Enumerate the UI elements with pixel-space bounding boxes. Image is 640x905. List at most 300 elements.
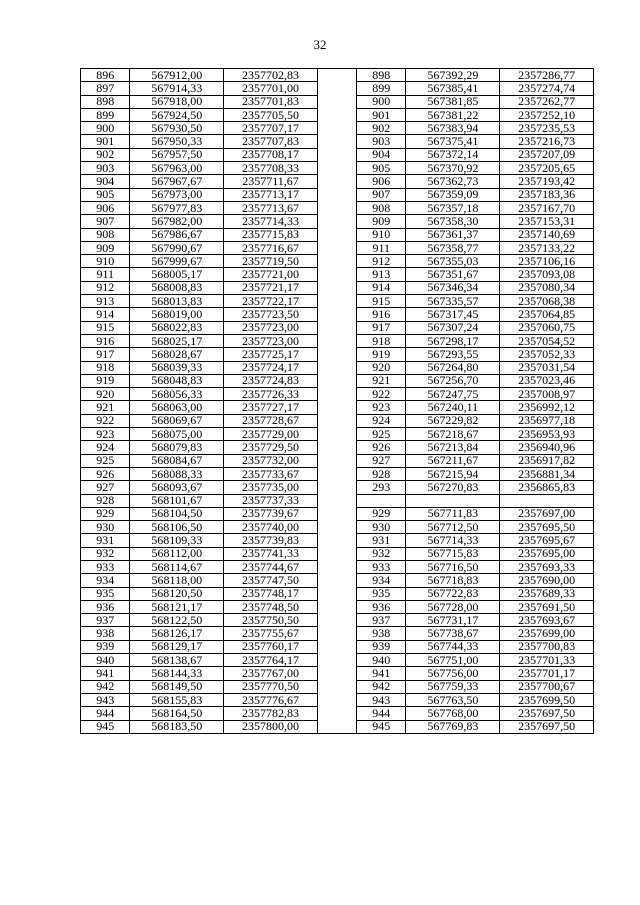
left-y-coordinate-cell: 2357770,50 <box>224 680 318 693</box>
right-y-coordinate-cell: 2356917,82 <box>500 454 594 467</box>
right-x-coordinate-cell: 567381,22 <box>406 108 500 121</box>
right-point-number-cell: 937 <box>357 614 406 627</box>
left-point-number-cell: 928 <box>81 494 130 507</box>
right-y-coordinate-cell: 2357262,77 <box>500 95 594 108</box>
left-y-coordinate-cell: 2357764,17 <box>224 654 318 667</box>
column-gap <box>317 654 356 667</box>
left-y-coordinate-cell: 2357724,83 <box>224 374 318 387</box>
left-y-coordinate-cell: 2357719,50 <box>224 255 318 268</box>
right-y-coordinate-cell: 2357068,38 <box>500 295 594 308</box>
column-gap <box>317 521 356 534</box>
right-y-coordinate-cell: 2357183,36 <box>500 188 594 201</box>
page-number: 32 <box>313 37 327 52</box>
right-y-coordinate-cell: 2357093,08 <box>500 268 594 281</box>
left-x-coordinate-cell: 567950,33 <box>130 135 224 148</box>
column-gap <box>317 215 356 228</box>
right-y-coordinate-cell: 2357207,09 <box>500 148 594 161</box>
table-row <box>81 640 594 653</box>
right-point-number-cell: 904 <box>357 148 406 161</box>
column-gap <box>317 693 356 706</box>
table-row <box>81 175 594 188</box>
table-row <box>81 600 594 613</box>
column-gap <box>317 441 356 454</box>
table-row <box>81 414 594 427</box>
right-y-coordinate-cell: 2357700,67 <box>500 680 594 693</box>
left-x-coordinate-cell: 568164,50 <box>130 707 224 720</box>
right-y-coordinate-cell: 2357064,85 <box>500 308 594 321</box>
left-x-coordinate-cell: 568144,33 <box>130 667 224 680</box>
left-x-coordinate-cell: 568063,00 <box>130 401 224 414</box>
right-x-coordinate-cell: 567293,55 <box>406 348 500 361</box>
left-point-number-cell: 938 <box>81 627 130 640</box>
left-y-coordinate-cell: 2357735,00 <box>224 481 318 494</box>
right-y-coordinate-cell: 2357193,42 <box>500 175 594 188</box>
left-y-coordinate-cell: 2357715,83 <box>224 228 318 241</box>
left-y-coordinate-cell: 2357748,17 <box>224 587 318 600</box>
left-x-coordinate-cell: 567986,67 <box>130 228 224 241</box>
column-gap <box>317 388 356 401</box>
left-x-coordinate-cell: 568155,83 <box>130 693 224 706</box>
table-row <box>81 441 594 454</box>
column-gap <box>317 135 356 148</box>
left-x-coordinate-cell: 567973,00 <box>130 188 224 201</box>
right-y-coordinate-cell: 2356881,34 <box>500 467 594 480</box>
left-y-coordinate-cell: 2357723,00 <box>224 321 318 334</box>
right-point-number-cell: 922 <box>357 388 406 401</box>
column-gap <box>317 414 356 427</box>
right-y-coordinate-cell: 2357695,67 <box>500 534 594 547</box>
right-point-number-cell: 928 <box>357 467 406 480</box>
right-point-number-cell: 925 <box>357 428 406 441</box>
left-point-number-cell: 897 <box>81 82 130 95</box>
right-point-number-cell: 934 <box>357 574 406 587</box>
right-point-number-cell: 926 <box>357 441 406 454</box>
right-y-coordinate-cell: 2357695,50 <box>500 521 594 534</box>
right-x-coordinate-cell: 567383,94 <box>406 122 500 135</box>
left-point-number-cell: 915 <box>81 321 130 334</box>
right-point-number-cell: 927 <box>357 454 406 467</box>
left-point-number-cell: 913 <box>81 295 130 308</box>
right-point-number-cell: 918 <box>357 334 406 347</box>
left-x-coordinate-cell: 568013,83 <box>130 295 224 308</box>
right-x-coordinate-cell: 567218,67 <box>406 428 500 441</box>
left-point-number-cell: 899 <box>81 108 130 121</box>
left-x-coordinate-cell: 567924,50 <box>130 108 224 121</box>
right-point-number-cell: 910 <box>357 228 406 241</box>
right-point-number-cell: 930 <box>357 521 406 534</box>
left-y-coordinate-cell: 2357716,67 <box>224 241 318 254</box>
table-row <box>81 574 594 587</box>
left-point-number-cell: 934 <box>81 574 130 587</box>
left-y-coordinate-cell: 2357729,50 <box>224 441 318 454</box>
column-gap <box>317 374 356 387</box>
left-y-coordinate-cell: 2357725,17 <box>224 348 318 361</box>
table-row <box>81 241 594 254</box>
table-row <box>81 281 594 294</box>
left-x-coordinate-cell: 568084,67 <box>130 454 224 467</box>
left-point-number-cell: 942 <box>81 680 130 693</box>
left-y-coordinate-cell: 2357728,67 <box>224 414 318 427</box>
table-row <box>81 454 594 467</box>
right-x-coordinate-cell: 567381,85 <box>406 95 500 108</box>
right-point-number-cell: 943 <box>357 693 406 706</box>
left-point-number-cell: 909 <box>81 241 130 254</box>
left-point-number-cell: 914 <box>81 308 130 321</box>
left-x-coordinate-cell: 568126,17 <box>130 627 224 640</box>
left-x-coordinate-cell: 568028,67 <box>130 348 224 361</box>
right-y-coordinate-cell: 2357701,17 <box>500 667 594 680</box>
left-y-coordinate-cell: 2357744,67 <box>224 560 318 573</box>
right-y-coordinate-cell: 2357693,33 <box>500 560 594 573</box>
left-y-coordinate-cell: 2357701,00 <box>224 82 318 95</box>
right-x-coordinate-cell: 567392,29 <box>406 69 500 82</box>
right-point-number-cell: 936 <box>357 600 406 613</box>
right-y-coordinate-cell: 2357023,46 <box>500 374 594 387</box>
right-y-coordinate-cell: 2357133,22 <box>500 241 594 254</box>
left-y-coordinate-cell: 2357739,83 <box>224 534 318 547</box>
right-y-coordinate-cell: 2357167,70 <box>500 201 594 214</box>
left-point-number-cell: 939 <box>81 640 130 653</box>
left-point-number-cell: 931 <box>81 534 130 547</box>
coordinates-table-body <box>81 69 594 734</box>
column-gap <box>317 600 356 613</box>
column-gap <box>317 534 356 547</box>
right-point-number-cell: 935 <box>357 587 406 600</box>
table-row <box>81 215 594 228</box>
left-x-coordinate-cell: 568075,00 <box>130 428 224 441</box>
right-y-coordinate-cell: 2356865,83 <box>500 481 594 494</box>
left-x-coordinate-cell: 567914,33 <box>130 82 224 95</box>
right-y-coordinate-cell: 2357700,83 <box>500 640 594 653</box>
left-y-coordinate-cell: 2357708,17 <box>224 148 318 161</box>
right-x-coordinate-cell: 567357,18 <box>406 201 500 214</box>
left-point-number-cell: 932 <box>81 547 130 560</box>
right-y-coordinate-cell: 2357052,33 <box>500 348 594 361</box>
column-gap <box>317 454 356 467</box>
column-gap <box>317 241 356 254</box>
column-gap <box>317 95 356 108</box>
right-point-number-cell <box>357 494 406 507</box>
left-y-coordinate-cell: 2357739,67 <box>224 507 318 520</box>
left-point-number-cell: 936 <box>81 600 130 613</box>
right-point-number-cell: 940 <box>357 654 406 667</box>
left-y-coordinate-cell: 2357722,17 <box>224 295 318 308</box>
table-row <box>81 467 594 480</box>
left-y-coordinate-cell: 2357760,17 <box>224 640 318 653</box>
right-x-coordinate-cell: 567355,03 <box>406 255 500 268</box>
left-x-coordinate-cell: 568109,33 <box>130 534 224 547</box>
left-y-coordinate-cell: 2357767,00 <box>224 667 318 680</box>
right-x-coordinate-cell: 567744,33 <box>406 640 500 653</box>
left-y-coordinate-cell: 2357776,67 <box>224 693 318 706</box>
right-point-number-cell: 911 <box>357 241 406 254</box>
right-y-coordinate-cell: 2357008,97 <box>500 388 594 401</box>
left-x-coordinate-cell: 568039,33 <box>130 361 224 374</box>
left-y-coordinate-cell: 2357729,00 <box>224 428 318 441</box>
left-point-number-cell: 941 <box>81 667 130 680</box>
right-y-coordinate-cell: 2357701,33 <box>500 654 594 667</box>
left-y-coordinate-cell: 2357732,00 <box>224 454 318 467</box>
right-x-coordinate-cell: 567256,70 <box>406 374 500 387</box>
left-point-number-cell: 933 <box>81 560 130 573</box>
left-y-coordinate-cell: 2357708,33 <box>224 162 318 175</box>
right-point-number-cell: 899 <box>357 82 406 95</box>
left-x-coordinate-cell: 567977,83 <box>130 201 224 214</box>
left-x-coordinate-cell: 568112,00 <box>130 547 224 560</box>
left-point-number-cell: 944 <box>81 707 130 720</box>
right-point-number-cell: 929 <box>357 507 406 520</box>
left-x-coordinate-cell: 567957,50 <box>130 148 224 161</box>
table-row <box>81 162 594 175</box>
left-x-coordinate-cell: 568093,67 <box>130 481 224 494</box>
right-x-coordinate-cell: 567298,17 <box>406 334 500 347</box>
left-x-coordinate-cell: 567912,00 <box>130 69 224 82</box>
column-gap <box>317 640 356 653</box>
table-row <box>81 507 594 520</box>
right-x-coordinate-cell: 567240,11 <box>406 401 500 414</box>
left-x-coordinate-cell: 568048,83 <box>130 374 224 387</box>
column-gap <box>317 401 356 414</box>
column-gap <box>317 547 356 560</box>
left-x-coordinate-cell: 568183,50 <box>130 720 224 733</box>
right-y-coordinate-cell: 2357697,00 <box>500 507 594 520</box>
left-x-coordinate-cell: 568106,50 <box>130 521 224 534</box>
right-x-coordinate-cell: 567229,82 <box>406 414 500 427</box>
right-point-number-cell: 908 <box>357 201 406 214</box>
table-row <box>81 428 594 441</box>
right-y-coordinate-cell: 2357060,75 <box>500 321 594 334</box>
column-gap <box>317 255 356 268</box>
left-x-coordinate-cell: 567990,67 <box>130 241 224 254</box>
left-point-number-cell: 929 <box>81 507 130 520</box>
left-y-coordinate-cell: 2357713,67 <box>224 201 318 214</box>
table-row <box>81 348 594 361</box>
right-x-coordinate-cell: 567213,84 <box>406 441 500 454</box>
left-y-coordinate-cell: 2357707,17 <box>224 122 318 135</box>
table-row <box>81 69 594 82</box>
column-gap <box>317 507 356 520</box>
table-row <box>81 388 594 401</box>
column-gap <box>317 494 356 507</box>
right-y-coordinate-cell: 2357693,67 <box>500 614 594 627</box>
right-x-coordinate-cell: 567335,57 <box>406 295 500 308</box>
left-point-number-cell: 902 <box>81 148 130 161</box>
table-row <box>81 82 594 95</box>
column-gap <box>317 720 356 733</box>
right-y-coordinate-cell: 2357699,00 <box>500 627 594 640</box>
column-gap <box>317 574 356 587</box>
column-gap <box>317 201 356 214</box>
column-gap <box>317 627 356 640</box>
right-x-coordinate-cell: 567375,41 <box>406 135 500 148</box>
table-row <box>81 614 594 627</box>
right-y-coordinate-cell: 2357689,33 <box>500 587 594 600</box>
left-y-coordinate-cell: 2357714,33 <box>224 215 318 228</box>
column-gap <box>317 321 356 334</box>
left-y-coordinate-cell: 2357724,17 <box>224 361 318 374</box>
left-point-number-cell: 919 <box>81 374 130 387</box>
right-x-coordinate-cell: 567763,50 <box>406 693 500 706</box>
left-x-coordinate-cell: 567963,00 <box>130 162 224 175</box>
right-x-coordinate-cell: 567351,67 <box>406 268 500 281</box>
right-x-coordinate-cell: 567711,83 <box>406 507 500 520</box>
column-gap <box>317 295 356 308</box>
left-point-number-cell: 945 <box>81 720 130 733</box>
right-x-coordinate-cell: 567769,83 <box>406 720 500 733</box>
left-y-coordinate-cell: 2357740,00 <box>224 521 318 534</box>
table-row <box>81 494 594 507</box>
column-gap <box>317 560 356 573</box>
left-point-number-cell: 922 <box>81 414 130 427</box>
table-row <box>81 122 594 135</box>
table-row <box>81 201 594 214</box>
right-x-coordinate-cell: 567756,00 <box>406 667 500 680</box>
left-point-number-cell: 937 <box>81 614 130 627</box>
column-gap <box>317 82 356 95</box>
table-row <box>81 108 594 121</box>
right-x-coordinate-cell: 567264,80 <box>406 361 500 374</box>
column-gap <box>317 348 356 361</box>
left-y-coordinate-cell: 2357733,67 <box>224 467 318 480</box>
table-row <box>81 654 594 667</box>
right-point-number-cell: 915 <box>357 295 406 308</box>
right-y-coordinate-cell: 2357235,53 <box>500 122 594 135</box>
right-x-coordinate-cell: 567728,00 <box>406 600 500 613</box>
right-y-coordinate-cell: 2357274,74 <box>500 82 594 95</box>
right-point-number-cell: 921 <box>357 374 406 387</box>
left-x-coordinate-cell: 568104,50 <box>130 507 224 520</box>
left-x-coordinate-cell: 568019,00 <box>130 308 224 321</box>
table-row <box>81 521 594 534</box>
left-y-coordinate-cell: 2357748,50 <box>224 600 318 613</box>
left-x-coordinate-cell: 568101,67 <box>130 494 224 507</box>
left-x-coordinate-cell: 568079,83 <box>130 441 224 454</box>
right-y-coordinate-cell: 2357080,34 <box>500 281 594 294</box>
left-y-coordinate-cell: 2357713,17 <box>224 188 318 201</box>
right-point-number-cell: 293 <box>357 481 406 494</box>
right-x-coordinate-cell: 567362,73 <box>406 175 500 188</box>
right-x-coordinate-cell: 567751,00 <box>406 654 500 667</box>
left-x-coordinate-cell: 568149,50 <box>130 680 224 693</box>
left-point-number-cell: 917 <box>81 348 130 361</box>
right-y-coordinate-cell: 2357140,69 <box>500 228 594 241</box>
right-point-number-cell: 919 <box>357 348 406 361</box>
left-y-coordinate-cell: 2357723,00 <box>224 334 318 347</box>
table-row <box>81 707 594 720</box>
left-point-number-cell: 943 <box>81 693 130 706</box>
table-row <box>81 401 594 414</box>
left-y-coordinate-cell: 2357727,17 <box>224 401 318 414</box>
left-point-number-cell: 900 <box>81 122 130 135</box>
left-x-coordinate-cell: 568005,17 <box>130 268 224 281</box>
left-y-coordinate-cell: 2357705,50 <box>224 108 318 121</box>
right-x-coordinate-cell: 567712,50 <box>406 521 500 534</box>
coordinates-table <box>80 68 594 734</box>
right-point-number-cell: 931 <box>357 534 406 547</box>
table-row <box>81 547 594 560</box>
left-point-number-cell: 920 <box>81 388 130 401</box>
column-gap <box>317 467 356 480</box>
column-gap <box>317 361 356 374</box>
left-y-coordinate-cell: 2357711,67 <box>224 175 318 188</box>
right-y-coordinate-cell <box>500 494 594 507</box>
right-point-number-cell: 914 <box>357 281 406 294</box>
right-x-coordinate-cell: 567714,33 <box>406 534 500 547</box>
right-point-number-cell: 905 <box>357 162 406 175</box>
table-row <box>81 693 594 706</box>
right-y-coordinate-cell: 2357690,00 <box>500 574 594 587</box>
column-gap <box>317 614 356 627</box>
right-point-number-cell: 924 <box>357 414 406 427</box>
left-x-coordinate-cell: 568120,50 <box>130 587 224 600</box>
right-x-coordinate-cell: 567372,14 <box>406 148 500 161</box>
right-y-coordinate-cell: 2357216,73 <box>500 135 594 148</box>
right-x-coordinate-cell: 567731,17 <box>406 614 500 627</box>
left-x-coordinate-cell: 568121,17 <box>130 600 224 613</box>
column-gap <box>317 175 356 188</box>
left-y-coordinate-cell: 2357782,83 <box>224 707 318 720</box>
right-y-coordinate-cell: 2357205,65 <box>500 162 594 175</box>
table-row <box>81 295 594 308</box>
table-row <box>81 188 594 201</box>
left-x-coordinate-cell: 568056,33 <box>130 388 224 401</box>
table-row <box>81 135 594 148</box>
left-point-number-cell: 912 <box>81 281 130 294</box>
left-x-coordinate-cell: 568138,67 <box>130 654 224 667</box>
column-gap <box>317 680 356 693</box>
column-gap <box>317 334 356 347</box>
right-point-number-cell: 920 <box>357 361 406 374</box>
left-x-coordinate-cell: 568129,17 <box>130 640 224 653</box>
column-gap <box>317 481 356 494</box>
right-point-number-cell: 907 <box>357 188 406 201</box>
right-y-coordinate-cell: 2357699,50 <box>500 693 594 706</box>
column-gap <box>317 308 356 321</box>
left-y-coordinate-cell: 2357723,50 <box>224 308 318 321</box>
right-point-number-cell: 917 <box>357 321 406 334</box>
right-point-number-cell: 901 <box>357 108 406 121</box>
left-x-coordinate-cell: 568088,33 <box>130 467 224 480</box>
column-gap <box>317 428 356 441</box>
right-x-coordinate-cell: 567370,92 <box>406 162 500 175</box>
right-y-coordinate-cell: 2357695,00 <box>500 547 594 560</box>
right-x-coordinate-cell: 567346,34 <box>406 281 500 294</box>
column-gap <box>317 228 356 241</box>
left-point-number-cell: 926 <box>81 467 130 480</box>
left-x-coordinate-cell: 568069,67 <box>130 414 224 427</box>
table-row <box>81 667 594 680</box>
column-gap <box>317 587 356 600</box>
right-point-number-cell: 939 <box>357 640 406 653</box>
left-point-number-cell: 935 <box>81 587 130 600</box>
left-y-coordinate-cell: 2357741,33 <box>224 547 318 560</box>
right-point-number-cell: 906 <box>357 175 406 188</box>
left-y-coordinate-cell: 2357701,83 <box>224 95 318 108</box>
left-y-coordinate-cell: 2357747,50 <box>224 574 318 587</box>
right-y-coordinate-cell: 2356977,18 <box>500 414 594 427</box>
left-point-number-cell: 924 <box>81 441 130 454</box>
right-point-number-cell: 941 <box>357 667 406 680</box>
right-x-coordinate-cell: 567715,83 <box>406 547 500 560</box>
right-y-coordinate-cell: 2357153,31 <box>500 215 594 228</box>
right-y-coordinate-cell: 2357054,52 <box>500 334 594 347</box>
column-gap <box>317 69 356 82</box>
right-y-coordinate-cell: 2357031,54 <box>500 361 594 374</box>
left-point-number-cell: 906 <box>81 201 130 214</box>
right-x-coordinate-cell: 567718,83 <box>406 574 500 587</box>
right-point-number-cell: 902 <box>357 122 406 135</box>
right-x-coordinate-cell: 567385,41 <box>406 82 500 95</box>
